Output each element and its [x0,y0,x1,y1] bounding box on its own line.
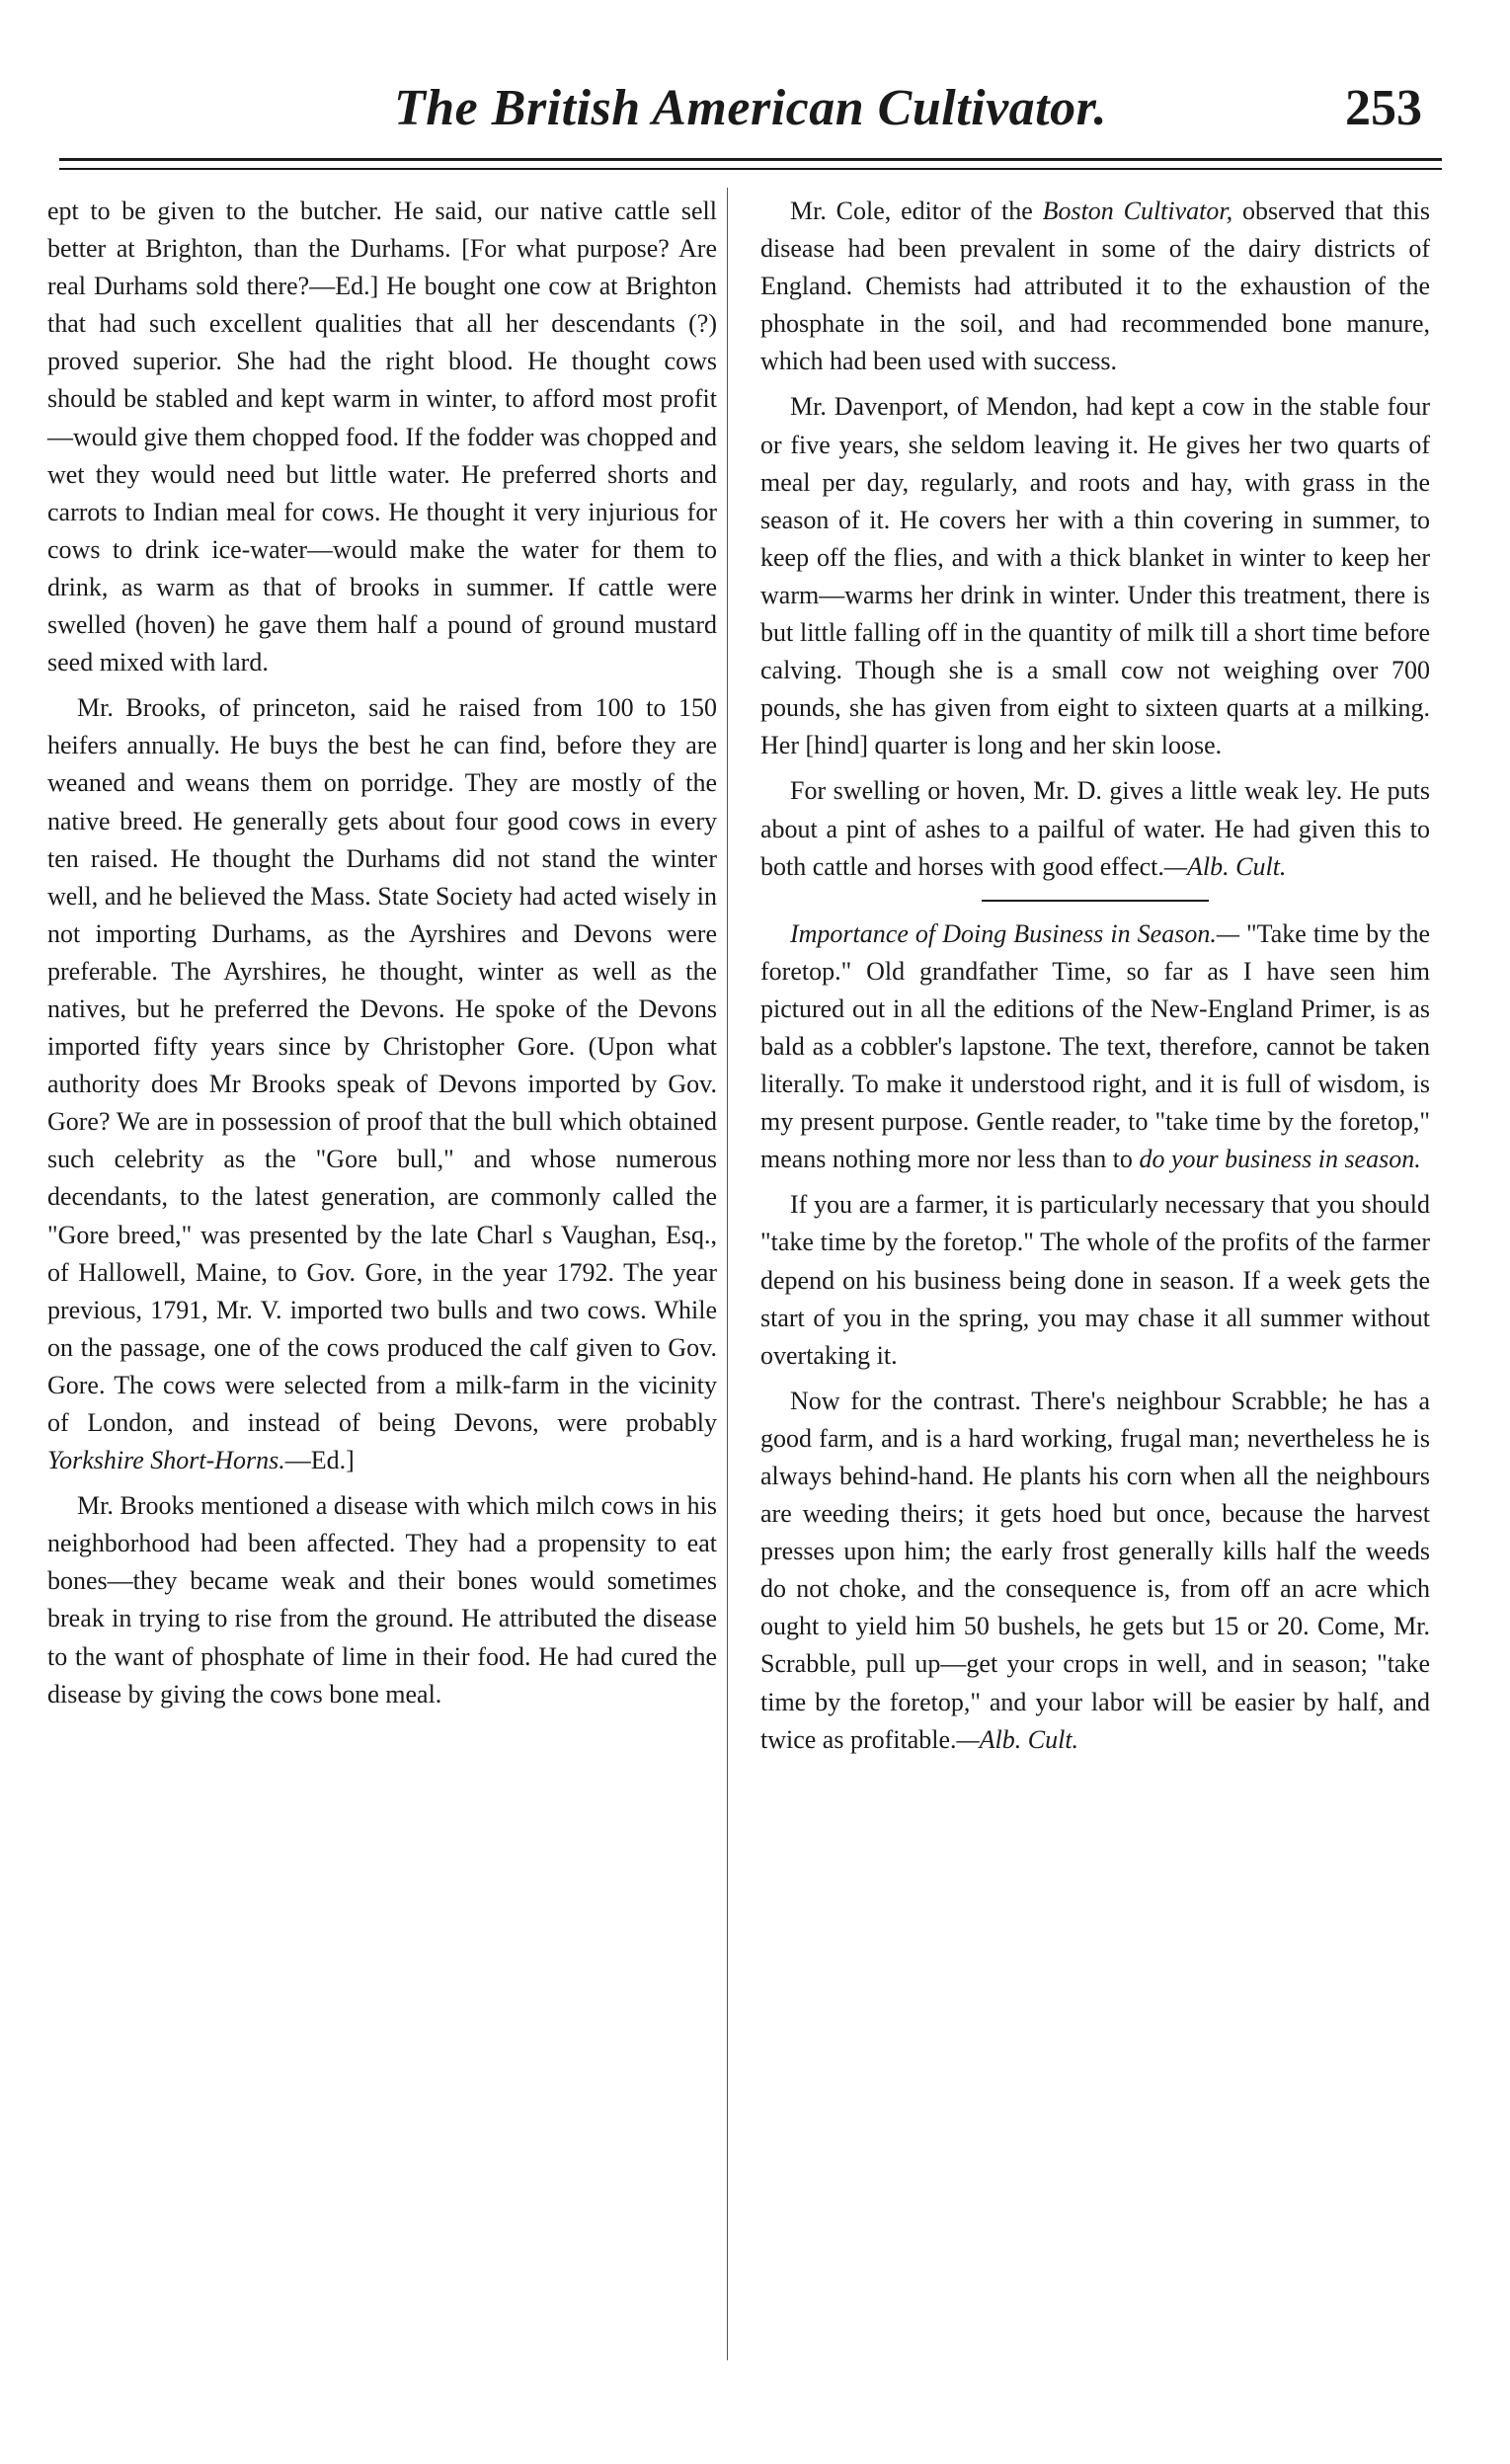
emphasis-text: —Alb. Cult. [1163,851,1287,881]
emphasis-text: Yorkshire Short-Horns. [47,1446,285,1475]
article-paragraph: Mr. Brooks mentioned a disease with which milch cows in his neighborhood had been affected. They had a propensity to eat bones—they became weak and their bones would sometimes break in trying to rise from the ground. He attributed the disease to the want of phosphate of lime in their food. He had cured the disease by giving the cows bone meal. [47,1491,717,1709]
article-paragraph: Mr. Brooks, of princeton, said he raised from 100 to 150 heifers annually. He buys the best he can find, before they are weaned and weans them on porridge. They are mostly of the native breed. He generally gets about four good cows in every ten raised. He thought the Durhams did not stand the winter well, and he believed the Mass. State Society had acted wisely in not importing Durhams, as the Ayrshires and Devons were preferable. The Ayrshires, he thought, winter as well as the natives, but he preferred the Devons. He spoke of the Devons imported fifty years since by Christopher Gore. (Upon what authority does Mr Brooks speak of Devons imported by Gov. Gore? We are in possession of proof that the bull which obtained such celebrity as the "Gore bull," and whose numerous decendants, to the latest generation, are commonly called the "Gore breed," was presented by the late Charl s Vaughan, Esq., of Hallowell, Maine, to Gov. Gore, in the year 1792. The year previous, 1791, Mr. V. imported two bulls and two cows. While on the passage, one of the cows produced the calf given to Gov. Gore. The cows were selected from a milk-farm in the vicinity of London, and instead of being Devons, were probably Yorkshire Short-Horns.—Ed.] [47,693,717,1475]
section-divider [982,900,1209,902]
left-column [47,193,717,1713]
header-rule-thin [59,168,1442,170]
article-paragraph: Now for the contrast. There's neighbour Scrabble; he has a good farm, and is a hard working, frugal man; nevertheless he is always behind-hand. He plants his corn when all the neighbours are weeding theirs; it gets hoed but once, because the harvest presses upon him; the early frost generally kills half the weeds do not choke, and the consequence is, from off an acre which ought to yield him 50 bushels, he gets but 15 or 20. Come, Mr. Scrabble, pull up—get your crops in well, and in season; "take time by the foretop," and your labor will be easier by half, and twice as profitable.—Alb. Cult. [760,1386,1430,1754]
article-paragraph: ept to be given to the butcher. He said, our native cattle sell better at Brighton, than the Durhams. [For what purpose? Are real Durhams sold there?—Ed.] He bought one cow at Brighton that had such excellent qualities that all her descendants (?) proved superior. She had the right blood. He thought cows should be stabled and kept warm in winter, to afford most profit—would give them chopped food. If the fodder was chopped and wet they would need but little water. He preferred shorts and carrots to Indian meal for cows. He thought it very injurious for cows to drink ice-water—would make the water for them to drink, as warm as that of brooks in summer. If cattle were swelled (hoven) he gave them half a pound of ground mustard seed mixed with lard. [47,197,717,677]
emphasis-text: do your business in season. [1139,1145,1421,1174]
article-paragraph: If you are a farmer, it is particularly necessary that you should "take time by the foretop." The whole of the profits of the farmer depend on his business being done in season. If a week gets the start of you in the spring, you may chase it all summer without overtaking it. [760,1190,1430,1370]
page-number: 253 [1345,80,1422,136]
right-column [760,193,1430,1759]
page-header [40,79,1462,158]
column-divider [727,188,728,2360]
article-paragraph: For swelling or hoven, Mr. D. gives a little weak ley. He puts about a pint of ashes to a pailful of water. He had given this to both cattle and horses with good effect.—Alb. Cult. [760,776,1430,881]
article-paragraph: Importance of Doing Business in Season.— "Take time by the foretop." Old grandfather Time, so far as I have seen him pictured out in all the editions of the New-England Primer, is as bald as a cobbler's lapstone. The text, therefore, cannot be taken literally. To make it understood right, and it is full of wisdom, is my present purpose. Gentle reader, to "take time by the foretop," means nothing more nor less than to do your business in season. [760,918,1431,1174]
section-title: Importance of Doing Business in Season.— [790,918,1239,948]
emphasis-text: —Alb. Cult. [956,1724,1079,1754]
header-rule-thick [59,158,1442,161]
article-paragraph: Mr. Davenport, of Mendon, had kept a cow in the stable four or five years, she seldom leaving it. He gives her two quarts of meal per day, regularly, and roots and hay, with grass in the season of it. He covers her with a thin covering in summer, to keep off the flies, and with a thick blanket in winter to keep her warm—warms her drink in winter. Under this treatment, there is but little falling off in the quantity of milk till a short time before calving. Though she is a small cow not weighing over 700 pounds, she has given from eight to sixteen quarts at a milking. Her [hind] quarter is long and her skin loose. [760,392,1430,760]
publication-title: The British American Cultivator. [394,80,1107,136]
emphasis-text: Boston Cultivator, [1042,197,1233,225]
article-paragraph: Mr. Cole, editor of the Boston Cultivator, observed that this disease had been prevalent in some of the dairy districts of England. Chemists had attributed it to the exhaustion of the phosphate in the soil, and had recommended bone manure, which had been used with success. [760,197,1430,376]
